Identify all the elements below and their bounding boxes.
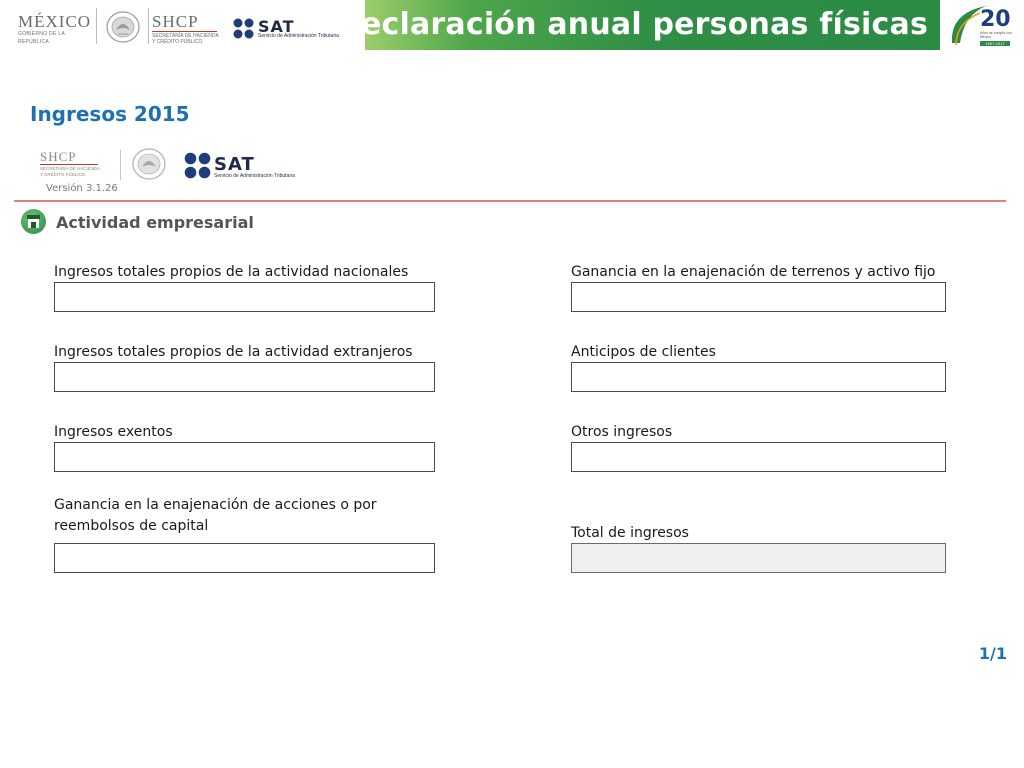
form-shcp-logo-sub-2: Y CRÉDITO PÚBLICO: [40, 171, 86, 177]
anniversary-logo: [940, 0, 1024, 50]
anniversary-years: 1997-2017: [980, 41, 1010, 46]
ganancia-terrenos-input[interactable]: [571, 282, 946, 312]
otros-ingresos-input[interactable]: [571, 442, 946, 472]
shcp-logo-sub-1: SECRETARÍA DE HACIENDA: [152, 33, 219, 39]
form-sat-dots-icon: [184, 152, 211, 179]
form-logos: [38, 146, 338, 198]
field-label-ingresos-exentos: Ingresos exentos: [54, 424, 173, 440]
field-label-otros-ingresos: Otros ingresos: [571, 424, 673, 440]
shcp-logo: [152, 13, 227, 45]
form-sat-logo-name: SAT: [214, 154, 255, 175]
mexico-logo-sub: GOBIERNO DE LA REPÚBLICA: [18, 31, 65, 45]
anniversary-sub: Años de cumplir con México: [980, 31, 1012, 39]
ganancia-acciones-input[interactable]: [54, 543, 435, 573]
field-label-total-ingresos: Total de ingresos: [571, 525, 689, 541]
shcp-logo-sub-2: Y CRÉDITO PÚBLICO: [152, 39, 203, 45]
form-shcp-logo-name: SHCP: [40, 149, 77, 164]
ingresos-extranjeros-input[interactable]: [54, 362, 435, 392]
anticipos-clientes-input[interactable]: [571, 362, 946, 392]
shcp-logo-name: SHCP: [152, 12, 199, 31]
section-title: Ingresos 2015: [30, 102, 190, 126]
form-shcp-logo-sub-1: SECRETARÍA DE HACIENDA: [40, 166, 101, 171]
shcp-logo-rule: [152, 31, 217, 32]
field-label-ingresos-nacionales: Ingresos totales propios de la actividad nacionales: [54, 264, 409, 280]
store-glyph-icon: [21, 209, 46, 234]
sat-dots-icon: [233, 18, 255, 40]
field-label-ingresos-extranjeros: Ingresos totales propios de la actividad extranjeros: [54, 344, 413, 360]
version-label: Versión 3.1.26: [46, 183, 118, 194]
section-divider: [14, 200, 1006, 202]
total-ingresos-field: [571, 543, 946, 573]
government-logos: [0, 0, 365, 50]
field-label-ganancia-acciones-line-2: reembolsos de capital: [54, 518, 209, 534]
form-shcp-logo-rule: [40, 164, 98, 165]
activity-label: Actividad empresarial: [56, 213, 254, 232]
anniversary-number: 20: [980, 7, 1011, 32]
page-indicator: 1/1: [978, 644, 1007, 663]
form-shcp-logo: [40, 150, 110, 177]
field-label-ganancia-acciones-line-1: Ganancia en la enajenación de acciones o por: [54, 497, 377, 513]
field-label-anticipos-clientes: Anticipos de clientes: [571, 344, 716, 360]
ingresos-exentos-input[interactable]: [54, 442, 435, 472]
ingresos-nacionales-input[interactable]: [54, 282, 435, 312]
form-eagle-seal-icon: [130, 147, 168, 181]
logo-divider: [148, 8, 149, 44]
form-sat-logo: [184, 152, 334, 180]
field-label-ganancia-terrenos: Ganancia en la enajenación de terrenos y activo fijo: [571, 264, 936, 280]
page-title: Declaración anual personas físicas: [335, 7, 928, 42]
sat-logo-name: SAT: [258, 17, 295, 36]
mexico-logo: [18, 13, 90, 46]
field-label-ganancia-acciones: [54, 495, 377, 537]
sat-logo-sub: Servicio de Administración Tributaria: [258, 33, 339, 39]
eagle-seal-icon: [104, 10, 142, 44]
page-header: [0, 0, 1024, 50]
title-bar: [335, 0, 940, 50]
form-logo-divider: [120, 150, 121, 180]
logo-divider: [96, 8, 97, 44]
store-icon: [21, 209, 46, 234]
form-sat-logo-sub: Servicio de Administración Tributaria: [214, 173, 295, 179]
mexico-logo-name: MÉXICO: [18, 12, 92, 31]
